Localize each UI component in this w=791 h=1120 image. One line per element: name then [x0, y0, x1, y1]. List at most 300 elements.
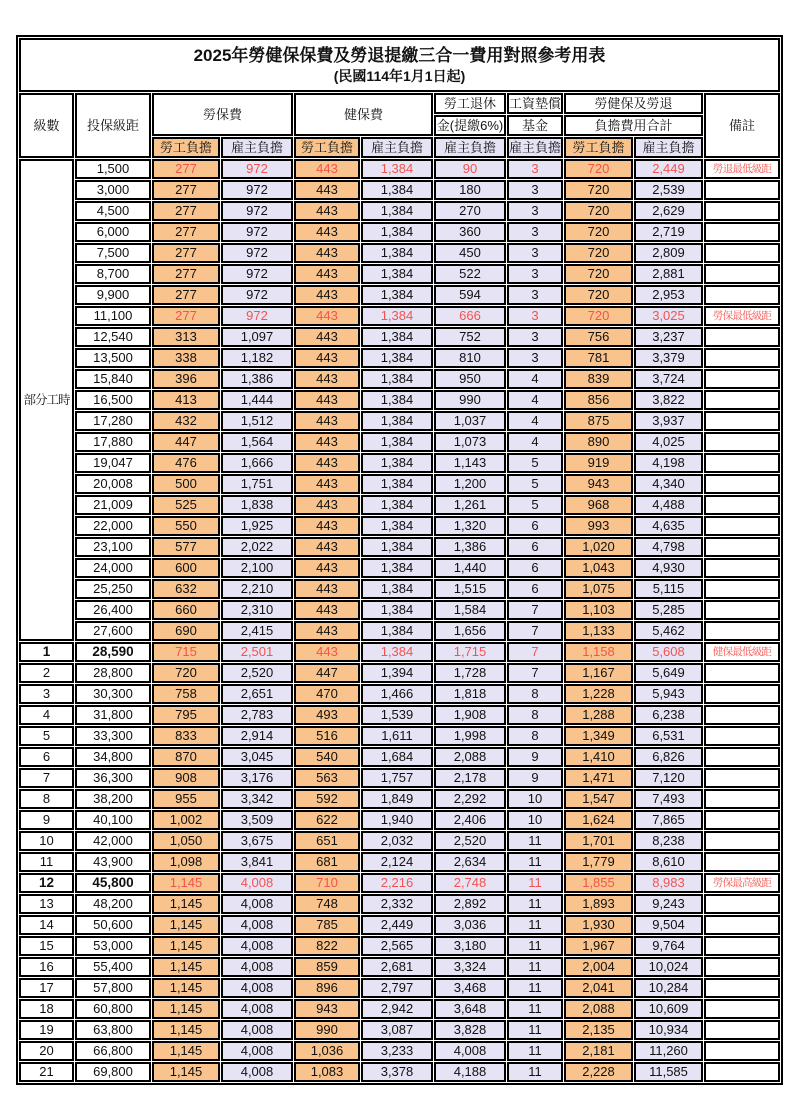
level-cell: 4	[19, 705, 74, 725]
value-cell-hi-worker: 540	[294, 747, 360, 767]
value-cell-total-worker: 856	[564, 390, 633, 410]
value-cell-hi-employer: 1,384	[361, 432, 433, 452]
value-cell-pension-employer: 3,468	[434, 978, 506, 998]
remark-cell	[704, 243, 780, 263]
remark-cell: 健保最低級距	[704, 642, 780, 662]
value-cell-fund-employer: 11	[507, 978, 563, 998]
value-cell-hi-employer: 1,384	[361, 369, 433, 389]
remark-cell: 勞保最低級距	[704, 306, 780, 326]
bracket-cell: 57,800	[75, 978, 151, 998]
col-header-remark: 備註	[704, 93, 780, 158]
value-cell-pension-employer: 1,261	[434, 495, 506, 515]
remark-cell	[704, 999, 780, 1019]
col-header-pension-line2: 金(提繳6%)	[434, 115, 506, 136]
bracket-cell: 9,900	[75, 285, 151, 305]
value-cell-hi-worker: 443	[294, 432, 360, 452]
value-cell-total-worker: 2,088	[564, 999, 633, 1019]
bracket-cell: 8,700	[75, 264, 151, 284]
value-cell-hi-employer: 1,384	[361, 579, 433, 599]
subheader-health-employer: 雇主負擔	[361, 137, 433, 158]
table-row	[19, 873, 780, 893]
value-cell-fund-employer: 7	[507, 600, 563, 620]
value-cell-li-worker: 660	[152, 600, 220, 620]
value-cell-hi-employer: 1,394	[361, 663, 433, 683]
value-cell-hi-employer: 1,611	[361, 726, 433, 746]
level-cell: 12	[19, 873, 74, 893]
level-cell: 8	[19, 789, 74, 809]
col-header-fund-line1: 工資墊償	[507, 93, 563, 114]
table-row	[19, 516, 780, 536]
value-cell-fund-employer: 11	[507, 957, 563, 977]
value-cell-li-employer: 3,509	[221, 810, 293, 830]
value-cell-pension-employer: 1,818	[434, 684, 506, 704]
value-cell-hi-employer: 1,384	[361, 411, 433, 431]
value-cell-fund-employer: 3	[507, 243, 563, 263]
remark-cell	[704, 1020, 780, 1040]
remark-cell	[704, 411, 780, 431]
value-cell-total-worker: 2,181	[564, 1041, 633, 1061]
value-cell-pension-employer: 90	[434, 159, 506, 179]
value-cell-total-worker: 781	[564, 348, 633, 368]
value-cell-total-employer: 5,943	[634, 684, 703, 704]
value-cell-hi-worker: 443	[294, 369, 360, 389]
value-cell-li-worker: 277	[152, 222, 220, 242]
value-cell-hi-worker: 443	[294, 180, 360, 200]
value-cell-li-worker: 1,145	[152, 1020, 220, 1040]
value-cell-fund-employer: 4	[507, 411, 563, 431]
value-cell-li-worker: 1,145	[152, 978, 220, 998]
value-cell-li-worker: 955	[152, 789, 220, 809]
table-row	[19, 1041, 780, 1061]
page-title: 2025年勞健保保費及勞退提繳三合一費用對照參考用表	[193, 46, 606, 66]
value-cell-total-employer: 2,953	[634, 285, 703, 305]
value-cell-pension-employer: 1,998	[434, 726, 506, 746]
value-cell-pension-employer: 810	[434, 348, 506, 368]
value-cell-pension-employer: 522	[434, 264, 506, 284]
bracket-cell: 26,400	[75, 600, 151, 620]
table-row	[19, 936, 780, 956]
value-cell-hi-worker: 443	[294, 327, 360, 347]
value-cell-fund-employer: 3	[507, 264, 563, 284]
table-row	[19, 411, 780, 431]
value-cell-hi-worker: 443	[294, 243, 360, 263]
value-cell-total-employer: 2,449	[634, 159, 703, 179]
value-cell-total-employer: 9,504	[634, 915, 703, 935]
value-cell-hi-employer: 2,681	[361, 957, 433, 977]
value-cell-hi-employer: 2,797	[361, 978, 433, 998]
table-row	[19, 432, 780, 452]
table-row	[19, 810, 780, 830]
value-cell-fund-employer: 3	[507, 285, 563, 305]
remark-cell	[704, 558, 780, 578]
value-cell-li-employer: 4,008	[221, 999, 293, 1019]
table-body	[19, 159, 780, 1082]
value-cell-total-worker: 1,967	[564, 936, 633, 956]
level-cell: 19	[19, 1020, 74, 1040]
bracket-cell: 30,300	[75, 684, 151, 704]
value-cell-li-employer: 1,666	[221, 453, 293, 473]
value-cell-li-employer: 2,210	[221, 579, 293, 599]
col-header-level: 級數	[19, 93, 74, 158]
value-cell-total-worker: 720	[564, 159, 633, 179]
bracket-cell: 12,540	[75, 327, 151, 347]
value-cell-li-employer: 972	[221, 222, 293, 242]
value-cell-fund-employer: 5	[507, 453, 563, 473]
remark-cell	[704, 390, 780, 410]
value-cell-fund-employer: 11	[507, 936, 563, 956]
level-cell: 7	[19, 768, 74, 788]
value-cell-fund-employer: 6	[507, 516, 563, 536]
value-cell-li-employer: 972	[221, 306, 293, 326]
value-cell-total-employer: 3,724	[634, 369, 703, 389]
level-cell: 18	[19, 999, 74, 1019]
value-cell-fund-employer: 7	[507, 642, 563, 662]
subheader-total-employer: 雇主負擔	[634, 137, 703, 158]
value-cell-li-worker: 550	[152, 516, 220, 536]
value-cell-fund-employer: 11	[507, 1041, 563, 1061]
value-cell-fund-employer: 8	[507, 726, 563, 746]
value-cell-pension-employer: 4,008	[434, 1041, 506, 1061]
level-cell: 3	[19, 684, 74, 704]
level-cell: 16	[19, 957, 74, 977]
table-row	[19, 768, 780, 788]
value-cell-total-worker: 720	[564, 243, 633, 263]
remark-cell	[704, 789, 780, 809]
value-cell-fund-employer: 11	[507, 1062, 563, 1082]
value-cell-fund-employer: 6	[507, 558, 563, 578]
value-cell-li-employer: 972	[221, 285, 293, 305]
table-row	[19, 474, 780, 494]
value-cell-hi-worker: 443	[294, 537, 360, 557]
value-cell-total-worker: 1,288	[564, 705, 633, 725]
value-cell-fund-employer: 3	[507, 306, 563, 326]
value-cell-pension-employer: 1,656	[434, 621, 506, 641]
value-cell-hi-worker: 1,083	[294, 1062, 360, 1082]
col-header-total-line1: 勞健保及勞退	[564, 93, 703, 114]
bracket-cell: 66,800	[75, 1041, 151, 1061]
remark-cell	[704, 222, 780, 242]
value-cell-hi-employer: 1,384	[361, 201, 433, 221]
value-cell-total-employer: 3,822	[634, 390, 703, 410]
value-cell-li-employer: 1,444	[221, 390, 293, 410]
value-cell-fund-employer: 5	[507, 495, 563, 515]
table-row	[19, 495, 780, 515]
value-cell-li-employer: 3,342	[221, 789, 293, 809]
value-cell-hi-worker: 443	[294, 600, 360, 620]
value-cell-total-employer: 3,379	[634, 348, 703, 368]
value-cell-hi-worker: 443	[294, 222, 360, 242]
value-cell-total-employer: 8,610	[634, 852, 703, 872]
value-cell-li-worker: 690	[152, 621, 220, 641]
value-cell-total-worker: 720	[564, 222, 633, 242]
value-cell-pension-employer: 2,634	[434, 852, 506, 872]
value-cell-pension-employer: 2,406	[434, 810, 506, 830]
value-cell-hi-employer: 1,384	[361, 474, 433, 494]
value-cell-pension-employer: 2,748	[434, 873, 506, 893]
value-cell-fund-employer: 11	[507, 1020, 563, 1040]
value-cell-li-employer: 972	[221, 243, 293, 263]
value-cell-hi-employer: 2,942	[361, 999, 433, 1019]
bracket-cell: 19,047	[75, 453, 151, 473]
premium-reference-sheet	[16, 35, 783, 1085]
value-cell-li-employer: 972	[221, 201, 293, 221]
value-cell-pension-employer: 3,324	[434, 957, 506, 977]
bracket-cell: 11,100	[75, 306, 151, 326]
table-row	[19, 348, 780, 368]
value-cell-li-employer: 972	[221, 159, 293, 179]
value-cell-pension-employer: 3,828	[434, 1020, 506, 1040]
table-row	[19, 978, 780, 998]
value-cell-hi-worker: 447	[294, 663, 360, 683]
bracket-cell: 53,000	[75, 936, 151, 956]
value-cell-li-worker: 758	[152, 684, 220, 704]
remark-cell	[704, 684, 780, 704]
value-cell-pension-employer: 950	[434, 369, 506, 389]
value-cell-li-worker: 577	[152, 537, 220, 557]
remark-cell	[704, 726, 780, 746]
table-row	[19, 957, 780, 977]
value-cell-li-employer: 2,783	[221, 705, 293, 725]
value-cell-pension-employer: 2,178	[434, 768, 506, 788]
value-cell-hi-employer: 3,233	[361, 1041, 433, 1061]
bracket-cell: 13,500	[75, 348, 151, 368]
value-cell-pension-employer: 1,320	[434, 516, 506, 536]
remark-cell: 勞保最高級距	[704, 873, 780, 893]
value-cell-total-worker: 1,893	[564, 894, 633, 914]
value-cell-total-worker: 720	[564, 201, 633, 221]
value-cell-pension-employer: 3,648	[434, 999, 506, 1019]
col-header-health-insurance: 健保費	[294, 93, 433, 136]
value-cell-hi-worker: 443	[294, 453, 360, 473]
level-cell: 14	[19, 915, 74, 935]
table-row	[19, 789, 780, 809]
value-cell-total-employer: 10,024	[634, 957, 703, 977]
value-cell-fund-employer: 8	[507, 684, 563, 704]
bracket-cell: 17,280	[75, 411, 151, 431]
value-cell-hi-employer: 2,124	[361, 852, 433, 872]
value-cell-total-employer: 4,635	[634, 516, 703, 536]
bracket-cell: 15,840	[75, 369, 151, 389]
value-cell-total-worker: 968	[564, 495, 633, 515]
value-cell-hi-worker: 990	[294, 1020, 360, 1040]
bracket-cell: 36,300	[75, 768, 151, 788]
value-cell-hi-employer: 1,384	[361, 621, 433, 641]
value-cell-pension-employer: 450	[434, 243, 506, 263]
subheader-fund-employer: 雇主負擔	[507, 137, 563, 158]
subheader-pension-employer: 雇主負擔	[434, 137, 506, 158]
value-cell-li-worker: 1,050	[152, 831, 220, 851]
value-cell-total-worker: 720	[564, 306, 633, 326]
value-cell-hi-employer: 1,384	[361, 327, 433, 347]
col-header-labor-insurance: 勞保費	[152, 93, 293, 136]
value-cell-li-worker: 277	[152, 264, 220, 284]
value-cell-hi-employer: 1,384	[361, 516, 433, 536]
value-cell-hi-worker: 943	[294, 999, 360, 1019]
table-row	[19, 264, 780, 284]
bracket-cell: 69,800	[75, 1062, 151, 1082]
value-cell-hi-employer: 1,384	[361, 495, 433, 515]
col-header-fund-line2: 基金	[507, 115, 563, 136]
value-cell-li-worker: 795	[152, 705, 220, 725]
value-cell-li-employer: 2,100	[221, 558, 293, 578]
value-cell-hi-worker: 443	[294, 348, 360, 368]
value-cell-li-worker: 500	[152, 474, 220, 494]
bracket-cell: 55,400	[75, 957, 151, 977]
value-cell-total-worker: 720	[564, 180, 633, 200]
table-row	[19, 705, 780, 725]
remark-cell	[704, 264, 780, 284]
remark-cell	[704, 180, 780, 200]
remark-cell	[704, 747, 780, 767]
bracket-cell: 7,500	[75, 243, 151, 263]
value-cell-li-worker: 1,145	[152, 894, 220, 914]
remark-cell	[704, 432, 780, 452]
value-cell-li-worker: 525	[152, 495, 220, 515]
value-cell-li-employer: 2,520	[221, 663, 293, 683]
value-cell-fund-employer: 4	[507, 369, 563, 389]
value-cell-hi-worker: 443	[294, 285, 360, 305]
table-row	[19, 327, 780, 347]
value-cell-fund-employer: 3	[507, 180, 563, 200]
value-cell-hi-employer: 3,087	[361, 1020, 433, 1040]
value-cell-li-worker: 1,145	[152, 915, 220, 935]
value-cell-pension-employer: 2,088	[434, 747, 506, 767]
value-cell-total-employer: 2,809	[634, 243, 703, 263]
value-cell-total-worker: 2,228	[564, 1062, 633, 1082]
value-cell-total-worker: 1,228	[564, 684, 633, 704]
level-cell: 10	[19, 831, 74, 851]
value-cell-total-employer: 4,488	[634, 495, 703, 515]
value-cell-total-worker: 1,103	[564, 600, 633, 620]
bracket-cell: 38,200	[75, 789, 151, 809]
bracket-cell: 31,800	[75, 705, 151, 725]
value-cell-hi-employer: 1,384	[361, 243, 433, 263]
table-row	[19, 243, 780, 263]
bracket-cell: 21,009	[75, 495, 151, 515]
value-cell-li-worker: 396	[152, 369, 220, 389]
bracket-cell: 43,900	[75, 852, 151, 872]
value-cell-hi-employer: 1,384	[361, 390, 433, 410]
table-row	[19, 1020, 780, 1040]
value-cell-pension-employer: 666	[434, 306, 506, 326]
table-row	[19, 852, 780, 872]
table-row	[19, 915, 780, 935]
value-cell-pension-employer: 752	[434, 327, 506, 347]
bracket-cell: 24,000	[75, 558, 151, 578]
bracket-cell: 17,880	[75, 432, 151, 452]
bracket-cell: 20,008	[75, 474, 151, 494]
value-cell-fund-employer: 4	[507, 432, 563, 452]
value-cell-hi-employer: 2,216	[361, 873, 433, 893]
value-cell-li-worker: 870	[152, 747, 220, 767]
value-cell-li-worker: 413	[152, 390, 220, 410]
table-row	[19, 747, 780, 767]
value-cell-li-worker: 1,002	[152, 810, 220, 830]
value-cell-total-worker: 943	[564, 474, 633, 494]
value-cell-fund-employer: 11	[507, 894, 563, 914]
value-cell-li-worker: 600	[152, 558, 220, 578]
value-cell-total-worker: 1,349	[564, 726, 633, 746]
bracket-cell: 22,000	[75, 516, 151, 536]
value-cell-li-employer: 1,564	[221, 432, 293, 452]
value-cell-hi-employer: 2,565	[361, 936, 433, 956]
value-cell-li-employer: 3,176	[221, 768, 293, 788]
bracket-cell: 42,000	[75, 831, 151, 851]
value-cell-li-worker: 277	[152, 243, 220, 263]
value-cell-li-employer: 1,386	[221, 369, 293, 389]
value-cell-pension-employer: 3,180	[434, 936, 506, 956]
remark-cell	[704, 369, 780, 389]
value-cell-fund-employer: 4	[507, 390, 563, 410]
value-cell-hi-worker: 896	[294, 978, 360, 998]
value-cell-pension-employer: 3,036	[434, 915, 506, 935]
value-cell-hi-employer: 1,684	[361, 747, 433, 767]
table-row	[19, 621, 780, 641]
value-cell-li-employer: 2,022	[221, 537, 293, 557]
value-cell-pension-employer: 1,715	[434, 642, 506, 662]
value-cell-total-worker: 1,410	[564, 747, 633, 767]
value-cell-total-worker: 1,471	[564, 768, 633, 788]
table-row	[19, 285, 780, 305]
value-cell-total-employer: 5,285	[634, 600, 703, 620]
value-cell-hi-employer: 2,332	[361, 894, 433, 914]
remark-cell	[704, 810, 780, 830]
table-row	[19, 369, 780, 389]
value-cell-total-employer: 7,120	[634, 768, 703, 788]
value-cell-li-worker: 277	[152, 306, 220, 326]
value-cell-pension-employer: 1,584	[434, 600, 506, 620]
value-cell-hi-employer: 2,449	[361, 915, 433, 935]
level-cell: 13	[19, 894, 74, 914]
value-cell-total-worker: 993	[564, 516, 633, 536]
page-subtitle: (民國114年1月1日起)	[333, 68, 466, 85]
bracket-cell: 23,100	[75, 537, 151, 557]
remark-cell	[704, 663, 780, 683]
level-cell: 17	[19, 978, 74, 998]
subheader-labor-employer: 雇主負擔	[221, 137, 293, 158]
table-row	[19, 180, 780, 200]
level-cell: 9	[19, 810, 74, 830]
value-cell-total-worker: 1,855	[564, 873, 633, 893]
col-header-bracket: 投保級距	[75, 93, 151, 158]
bracket-cell: 27,600	[75, 621, 151, 641]
table-row	[19, 726, 780, 746]
table-row	[19, 558, 780, 578]
level-cell: 11	[19, 852, 74, 872]
bracket-cell: 48,200	[75, 894, 151, 914]
value-cell-fund-employer: 11	[507, 915, 563, 935]
level-cell: 5	[19, 726, 74, 746]
value-cell-hi-employer: 2,032	[361, 831, 433, 851]
value-cell-li-employer: 2,501	[221, 642, 293, 662]
level-cell: 21	[19, 1062, 74, 1082]
value-cell-total-employer: 2,881	[634, 264, 703, 284]
value-cell-total-worker: 1,547	[564, 789, 633, 809]
value-cell-total-employer: 2,629	[634, 201, 703, 221]
value-cell-total-employer: 10,934	[634, 1020, 703, 1040]
remark-cell	[704, 1062, 780, 1082]
bracket-cell: 4,500	[75, 201, 151, 221]
value-cell-pension-employer: 4,188	[434, 1062, 506, 1082]
value-cell-li-worker: 715	[152, 642, 220, 662]
table-row	[19, 831, 780, 851]
table-row	[19, 999, 780, 1019]
value-cell-pension-employer: 270	[434, 201, 506, 221]
bracket-cell: 63,800	[75, 1020, 151, 1040]
value-cell-total-employer: 5,115	[634, 579, 703, 599]
value-cell-pension-employer: 1,200	[434, 474, 506, 494]
remark-cell	[704, 894, 780, 914]
